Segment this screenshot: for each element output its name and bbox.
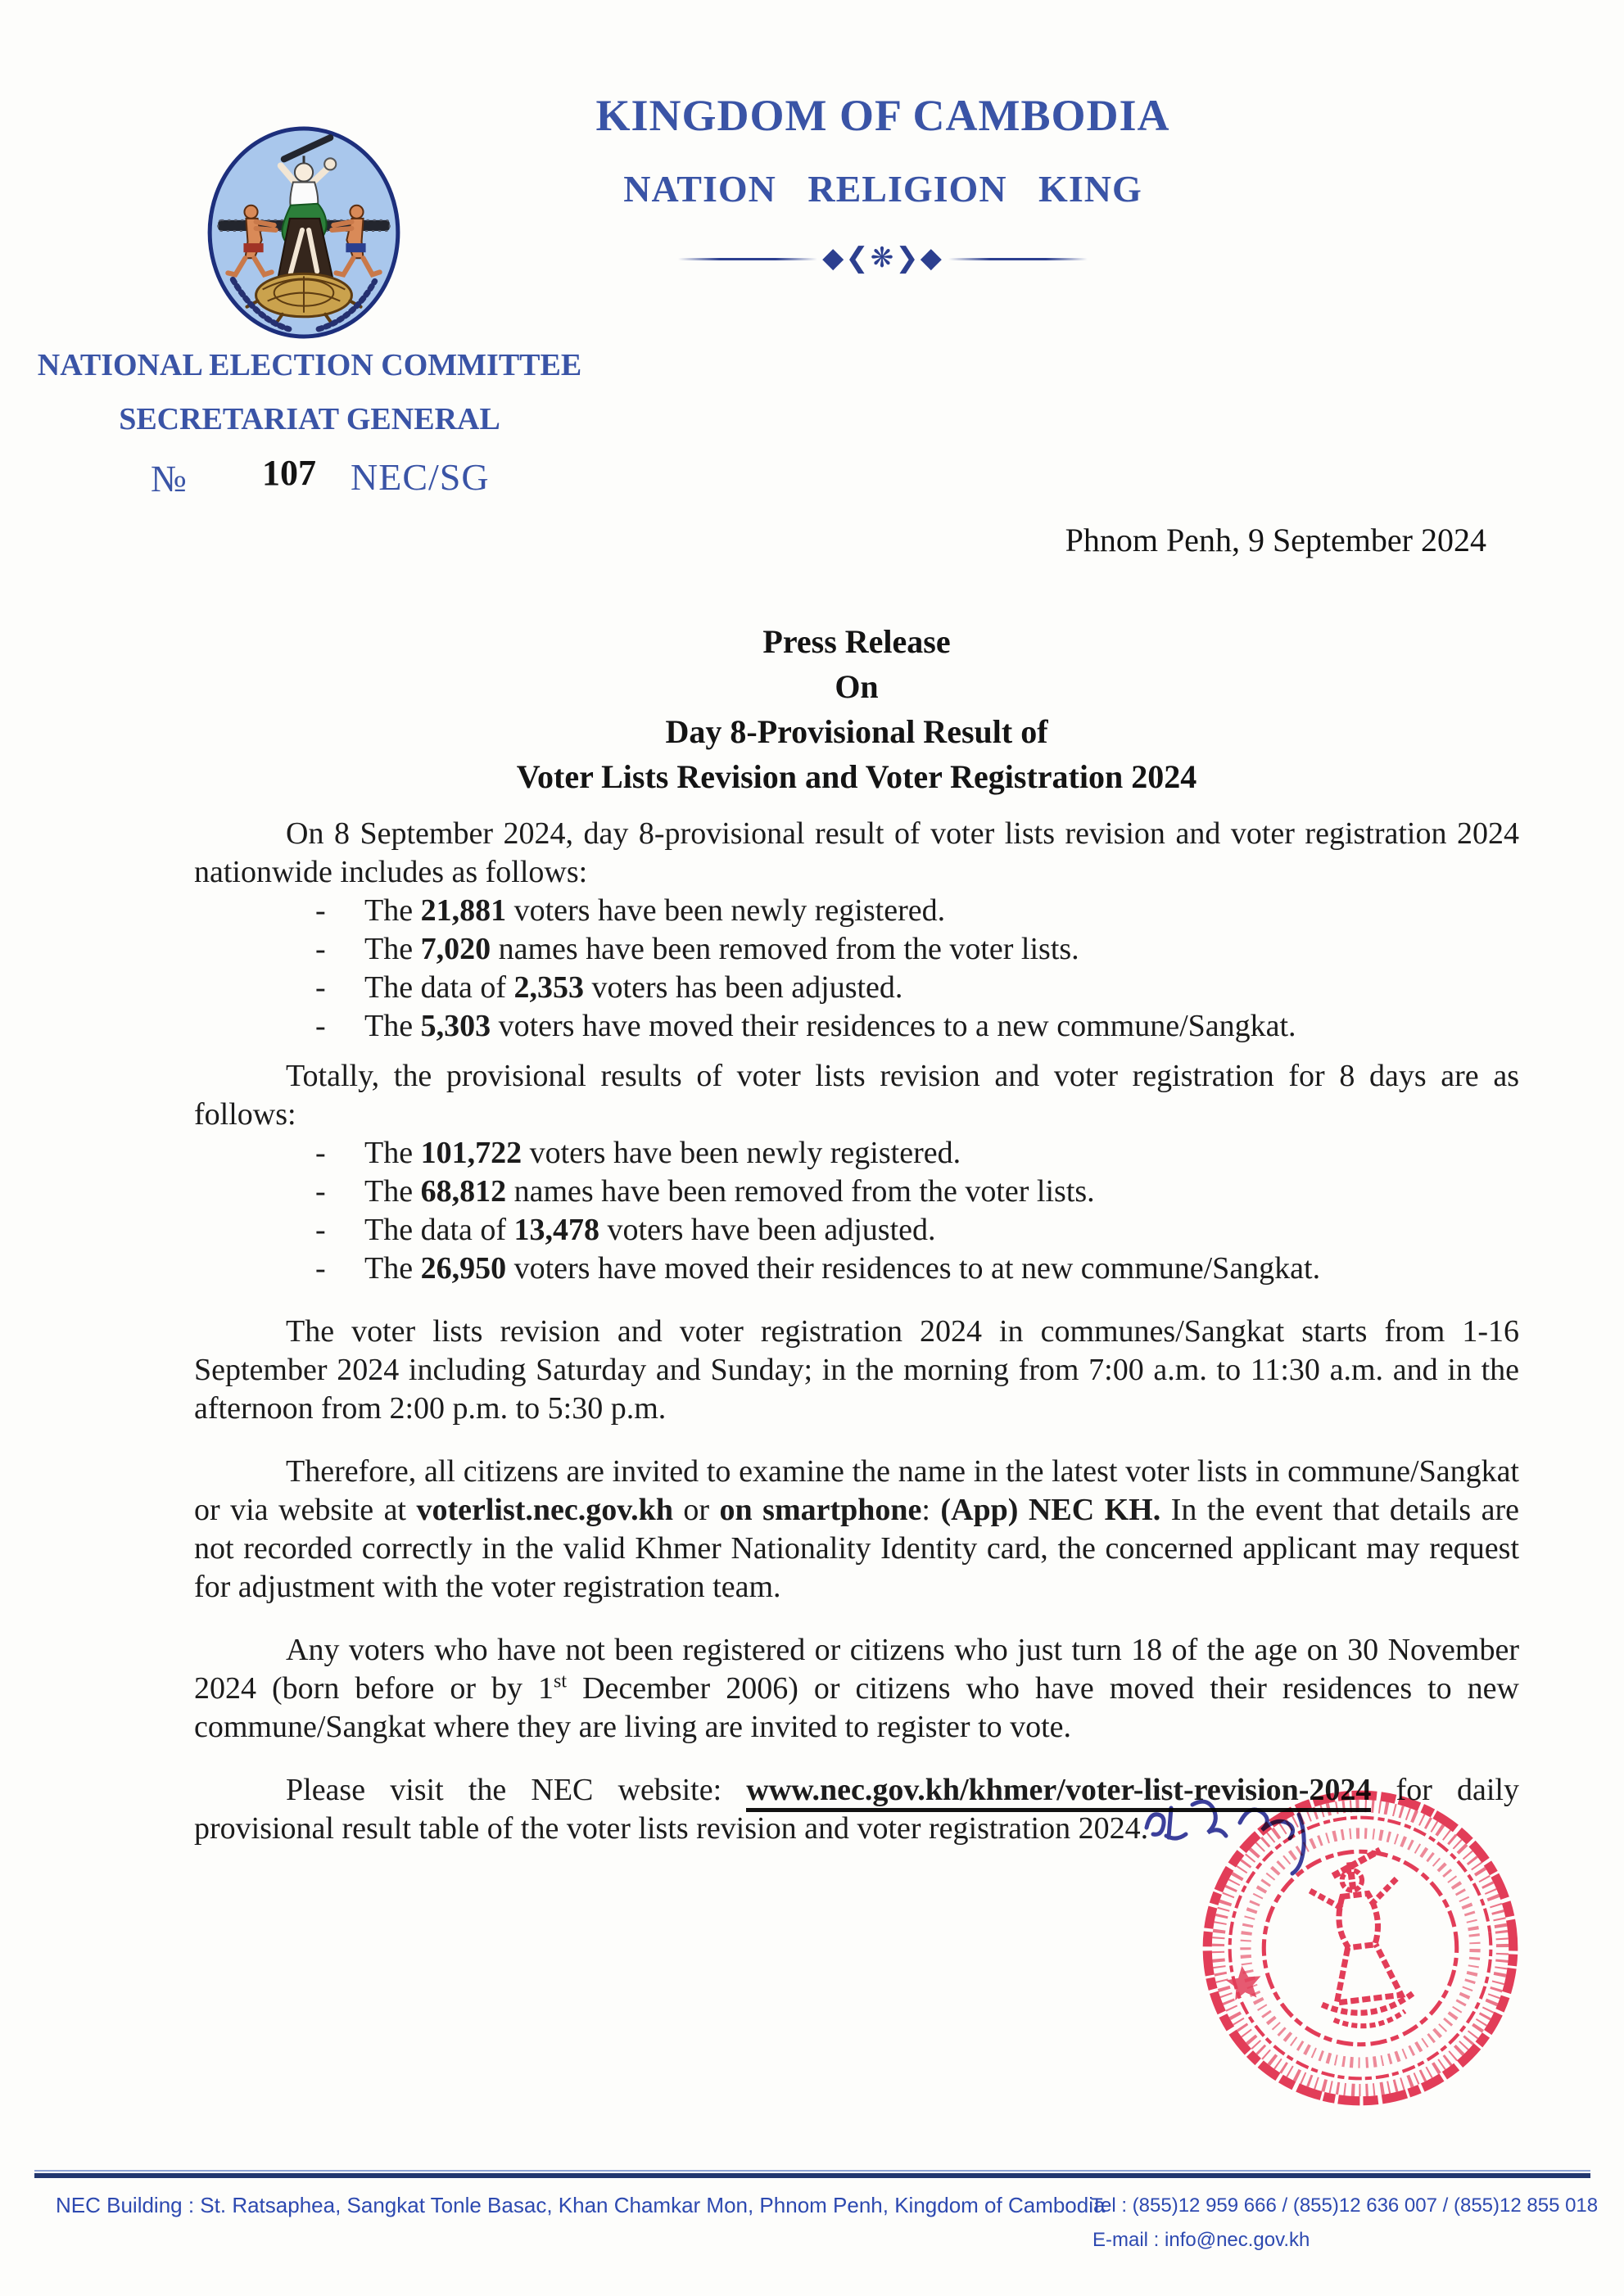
list-item: - The 21,881 voters have been newly registered.: [194, 892, 1519, 930]
divider-line-left: [678, 258, 817, 260]
stat-newly-registered-total: 101,722: [420, 1136, 522, 1170]
bullet-dash: -: [315, 970, 326, 1005]
document-body: [194, 815, 1519, 1848]
ordinal-superscript: st: [554, 1670, 568, 1693]
list-item: - The 26,950 voters have moved their residences to at new commune/Sangkat.: [194, 1250, 1519, 1288]
footer-rule-highlight: [34, 2170, 1590, 2172]
nec-emblem-graphic: [205, 124, 403, 341]
list-item: - The data of 13,478 voters have been adjusted.: [194, 1211, 1519, 1250]
paragraph-totals-intro: Totally, the provisional results of voter lists revision and voter registration for 8 days are as follows:: [194, 1059, 1519, 1132]
stat-newly-registered-day8: 21,881: [420, 893, 507, 928]
stat-moved-total: 26,950: [420, 1251, 507, 1286]
paragraph-day8-intro: On 8 September 2024, day 8-provisional result of voter lists revision and voter registration 2024 nationwide includes as follows:: [194, 816, 1519, 889]
stat-adjusted-total: 13,478: [513, 1213, 600, 1247]
bullet-dash: -: [315, 1136, 326, 1170]
stat-removed-total: 68,812: [420, 1174, 507, 1209]
dateline: Phnom Penh, 9 September 2024: [1065, 522, 1486, 558]
bullet-dash: -: [315, 1174, 326, 1209]
divider-line-right: [948, 258, 1088, 260]
list-item: - The data of 2,353 voters has been adjusted.: [194, 969, 1519, 1007]
motto-title: NATION RELIGION KING: [623, 168, 1142, 210]
totals-bullet-list: [194, 1134, 1519, 1288]
nec-app-text: (App) NEC KH.: [940, 1493, 1161, 1527]
title-line-1: Press Release: [762, 623, 951, 660]
footer-email: E-mail : info@nec.gov.kh: [1092, 2229, 1310, 2251]
nec-results-url-link: www.nec.gov.kh/khmer/voter-list-revision-2024: [746, 1773, 1371, 1812]
footer-telephone: Tel : (855)12 959 666 / (855)12 636 007 / (855)12 855 018: [1091, 2194, 1599, 2217]
ref-number-suffix: NEC/SG: [351, 456, 490, 498]
bullet-dash: -: [315, 1251, 326, 1286]
bullet-dash: -: [315, 893, 326, 928]
list-item: - The 5,303 voters have moved their residences to a new commune/Sangkat.: [194, 1007, 1519, 1046]
title-line-4: Voter Lists Revision and Voter Registration 2024: [516, 758, 1197, 795]
document-title: [194, 619, 1519, 799]
org-subname: SECRETARIAT GENERAL: [119, 402, 500, 436]
ref-number-value: 107: [262, 453, 316, 493]
footer-rule: [34, 2173, 1590, 2178]
title-line-3: Day 8-Provisional Result of: [665, 713, 1048, 750]
org-name: NATIONAL ELECTION COMMITTEE: [37, 348, 582, 382]
voterlist-website-text: voterlist.nec.gov.kh: [416, 1493, 673, 1527]
list-item: - The 7,020 names have been removed from the voter lists.: [194, 930, 1519, 969]
paragraph-website-visit: Please visit the NEC website: www.nec.gov.kh/khmer/voter-list-revision-2024 for daily provisional result table of the voter lists revision and voter registration 2024.: [194, 1773, 1519, 1846]
paragraph-eligibility: Any voters who have not been registered or citizens who just turn 18 of the age on 30 November 2024 (born before or by 1st December 2006) or citizens who have moved their residences to new commune/Sangkat where they are living are invited to register to vote.: [194, 1633, 1519, 1744]
nec-emblem-logo: [205, 124, 403, 341]
stat-adjusted-day8: 2,353: [513, 970, 585, 1005]
list-item: - The 101,722 voters have been newly registered.: [194, 1134, 1519, 1173]
paragraph-examine-lists: Therefore, all citizens are invited to examine the name in the latest voter lists in commune/Sangkat or via website at voterlist.nec.gov.kh or on smartphone: (App) NEC KH. In the event that details are not recorded correctly in the valid Khmer Nationality Identity card, the concerned applicant may request for adjustment with the voter registration team.: [194, 1454, 1519, 1604]
bullet-dash: -: [315, 932, 326, 966]
bullet-dash: -: [315, 1009, 326, 1043]
title-line-2: On: [835, 668, 879, 705]
official-red-stamp: [1175, 1763, 1545, 2133]
reference-line: [0, 452, 622, 509]
divider-flower-icon: ◆❮❋❯◆: [822, 243, 943, 273]
list-item: - The 68,812 names have been removed from the voter lists.: [194, 1173, 1519, 1211]
day8-bullet-list: [194, 892, 1519, 1046]
footer-address: NEC Building : St. Ratsaphea, Sangkat Tonle Basac, Khan Chamkar Mon, Phnom Penh, Kingdom of Cambodia: [56, 2193, 1106, 2217]
ref-number-symbol: №: [151, 458, 187, 499]
stat-moved-day8: 5,303: [420, 1009, 491, 1043]
stat-removed-day8: 7,020: [420, 932, 491, 966]
kingdom-title: KINGDOM OF CAMBODIA: [595, 91, 1170, 140]
paragraph-schedule: The voter lists revision and voter registration 2024 in communes/Sangkat starts from 1-16 September 2024 including Saturday and Sunday; in the morning from 7:00 a.m. to 11:30 a.m. and in the afternoon from 2:00 p.m. to 5:30 p.m.: [194, 1314, 1519, 1426]
bullet-dash: -: [315, 1213, 326, 1247]
divider-ornament: [678, 242, 1088, 275]
